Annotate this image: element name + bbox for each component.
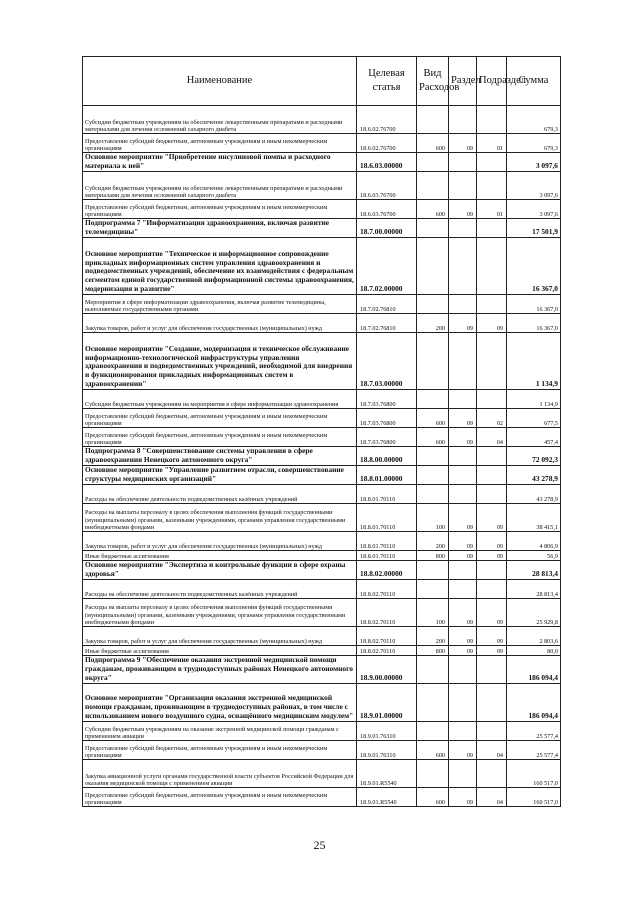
row-target-article: 18.6.02.76700 (357, 134, 417, 153)
row-sum: 43 278,9 (507, 466, 561, 485)
table-row (83, 219, 561, 238)
row-target-article: 18.7.00.00000 (357, 219, 417, 238)
table-row (83, 390, 561, 409)
row-sum: 28 813,4 (507, 580, 561, 599)
row-target-article: 18.6.03.76700 (357, 172, 417, 200)
row-expense-type (417, 760, 449, 788)
row-expense-type (417, 153, 449, 172)
row-section: 09 (449, 646, 477, 656)
header-row (83, 57, 561, 106)
row-subsection (477, 390, 507, 409)
row-subsection: 09 (477, 551, 507, 561)
row-name: Расходы на обеспечение деятельности подведомственных казённых учреждений (83, 485, 357, 504)
row-expense-type: 100 (417, 504, 449, 532)
row-target-article: 18.9.01.R5540 (357, 788, 417, 807)
table-row (83, 504, 561, 532)
row-section: 09 (449, 627, 477, 646)
row-expense-type (417, 219, 449, 238)
row-sum: 1 134,9 (507, 333, 561, 390)
row-name: Основное мероприятие "Управление развитием отрасли, совершенствование структуры медицинских организаций" (83, 466, 357, 485)
row-target-article: 18.8.01.70110 (357, 485, 417, 504)
header-sum: Сумма (507, 57, 561, 106)
row-expense-type (417, 466, 449, 485)
row-name: Основное мероприятие "Организация оказания экстренной медицинской помощи гражданам, проживающим в труднодоступных районах, в том числе с использованием нового воздушного судна, оснащённого медицинским модулем" (83, 684, 357, 722)
row-name: Предоставление субсидий бюджетным, автономным учреждениям и иным некоммерческим организациям (83, 741, 357, 760)
row-target-article: 18.9.01.R5540 (357, 760, 417, 788)
row-expense-type: 600 (417, 134, 449, 153)
row-section (449, 238, 477, 295)
table-row (83, 153, 561, 172)
row-target-article: 18.7.03.76800 (357, 409, 417, 428)
row-target-article: 18.7.03.00000 (357, 333, 417, 390)
row-sum: 160 517,0 (507, 788, 561, 807)
row-subsection (477, 172, 507, 200)
row-target-article: 18.8.01.70110 (357, 504, 417, 532)
row-sum: 28 813,4 (507, 561, 561, 580)
row-section (449, 722, 477, 741)
row-expense-type (417, 722, 449, 741)
row-subsection (477, 447, 507, 466)
table-row (83, 295, 561, 314)
row-name: Иные бюджетные ассигнования (83, 551, 357, 561)
table-row (83, 532, 561, 551)
row-name: Предоставление субсидий бюджетным, автономным учреждениям и иным некоммерческим организациям (83, 788, 357, 807)
row-target-article: 18.9.01.76310 (357, 722, 417, 741)
row-target-article: 18.7.03.76800 (357, 390, 417, 409)
row-subsection: 02 (477, 409, 507, 428)
row-subsection (477, 684, 507, 722)
row-section: 09 (449, 741, 477, 760)
table-row (83, 238, 561, 295)
row-subsection (477, 656, 507, 684)
row-target-article: 18.6.03.76700 (357, 200, 417, 219)
table-row (83, 333, 561, 390)
row-subsection (477, 295, 507, 314)
row-section: 09 (449, 134, 477, 153)
row-expense-type: 600 (417, 409, 449, 428)
table-row (83, 409, 561, 428)
row-section (449, 106, 477, 134)
row-target-article: 18.8.02.70110 (357, 627, 417, 646)
page-number: 25 (313, 838, 326, 852)
row-subsection (477, 485, 507, 504)
row-name: Подпрограмма 8 "Совершенствование системы управления в сфере здравоохранения Ненецкого автономного округа" (83, 447, 357, 466)
table-row (83, 485, 561, 504)
row-subsection (477, 580, 507, 599)
row-expense-type (417, 656, 449, 684)
row-target-article: 18.8.01.00000 (357, 466, 417, 485)
header-subsection: Подраздел (477, 57, 507, 106)
row-expense-type: 600 (417, 428, 449, 447)
row-sum: 3 097,6 (507, 153, 561, 172)
row-section: 09 (449, 504, 477, 532)
row-target-article: 18.9.01.00000 (357, 684, 417, 722)
table-row (83, 580, 561, 599)
row-subsection (477, 333, 507, 390)
row-name: Закупка товаров, работ и услуг для обеспечения государственных (муниципальных) нужд (83, 314, 357, 333)
row-expense-type: 100 (417, 599, 449, 627)
row-expense-type (417, 333, 449, 390)
row-section (449, 172, 477, 200)
row-subsection: 01 (477, 134, 507, 153)
row-expense-type (417, 172, 449, 200)
table-row (83, 466, 561, 485)
row-subsection: 01 (477, 200, 507, 219)
row-section: 09 (449, 551, 477, 561)
row-subsection (477, 219, 507, 238)
row-sum: 56,9 (507, 551, 561, 561)
row-subsection (477, 238, 507, 295)
row-sum: 17 501,9 (507, 219, 561, 238)
row-expense-type: 800 (417, 551, 449, 561)
row-expense-type (417, 561, 449, 580)
row-subsection: 09 (477, 646, 507, 656)
row-expense-type (417, 390, 449, 409)
row-name: Субсидии бюджетным учреждениям на мероприятия в сфере информатизации здравоохранения (83, 390, 357, 409)
row-name: Закупка авиационной услуги органами государственной власти субъектов Российской Федерации для оказания медицинской помощи с применением авиации (83, 760, 357, 788)
table-row (83, 134, 561, 153)
table-row (83, 646, 561, 656)
row-section (449, 656, 477, 684)
row-expense-type: 200 (417, 314, 449, 333)
row-subsection: 09 (477, 627, 507, 646)
row-name: Основное мероприятие "Создание, модернизация и техническое обслуживание информационно-технологической инфраструктуры управления здравоохранения и подведомственных учреждений, необходимой для внедрения и функционирования прикладных информационных систем в здравоохранении" (83, 333, 357, 390)
row-name: Подпрограмма 9 "Обеспечение оказания экстренной медицинской помощи гражданам, проживающим в труднодоступных районах Ненецкого автономного округа" (83, 656, 357, 684)
row-expense-type (417, 238, 449, 295)
table-row (83, 172, 561, 200)
row-subsection: 09 (477, 532, 507, 551)
row-subsection: 04 (477, 741, 507, 760)
header-section: Раздел (449, 57, 477, 106)
row-sum: 3 097,6 (507, 200, 561, 219)
table-row (83, 627, 561, 646)
row-section (449, 390, 477, 409)
row-section: 09 (449, 200, 477, 219)
row-sum: 4 806,9 (507, 532, 561, 551)
row-sum: 677,5 (507, 409, 561, 428)
row-name: Закупка товаров, работ и услуг для обеспечения государственных (муниципальных) нужд (83, 627, 357, 646)
row-expense-type: 600 (417, 741, 449, 760)
row-name: Иные бюджетные ассигнования (83, 646, 357, 656)
row-target-article: 18.8.01.70110 (357, 551, 417, 561)
row-name: Расходы на выплаты персоналу в целях обеспечения выполнения функций государственными (муниципальными) органами, казенными учреждениями, органами управления государственными внебюджетными фондами (83, 599, 357, 627)
row-subsection (477, 760, 507, 788)
row-expense-type (417, 447, 449, 466)
row-expense-type (417, 684, 449, 722)
row-target-article: 18.8.02.70110 (357, 599, 417, 627)
table-row (83, 599, 561, 627)
row-sum: 25 577,4 (507, 741, 561, 760)
row-name: Закупка товаров, работ и услуг для обеспечения государственных (муниципальных) нужд (83, 532, 357, 551)
row-target-article: 18.7.02.00000 (357, 238, 417, 295)
table-row (83, 561, 561, 580)
row-section (449, 760, 477, 788)
row-section: 09 (449, 788, 477, 807)
row-expense-type: 200 (417, 532, 449, 551)
row-sum: 38 415,1 (507, 504, 561, 532)
row-name: Субсидии бюджетным учреждениям на оказание экстренной медицинской помощи гражданам с применением авиации (83, 722, 357, 741)
row-subsection: 09 (477, 504, 507, 532)
row-sum: 25 929,8 (507, 599, 561, 627)
row-subsection (477, 106, 507, 134)
row-section: 09 (449, 428, 477, 447)
table-row (83, 760, 561, 788)
row-target-article: 18.9.00.00000 (357, 656, 417, 684)
row-expense-type: 800 (417, 646, 449, 656)
row-sum: 43 278,9 (507, 485, 561, 504)
table-row (83, 314, 561, 333)
row-sum: 16 367,0 (507, 314, 561, 333)
row-sum: 186 094,4 (507, 656, 561, 684)
row-subsection (477, 722, 507, 741)
row-expense-type: 600 (417, 200, 449, 219)
row-section (449, 295, 477, 314)
row-section (449, 580, 477, 599)
row-sum: 457,4 (507, 428, 561, 447)
row-name: Подпрограмма 7 "Информатизация здравоохранения, включая развитие телемедицины" (83, 219, 357, 238)
row-subsection (477, 466, 507, 485)
budget-table (82, 56, 561, 807)
table-row (83, 741, 561, 760)
row-sum: 2 803,6 (507, 627, 561, 646)
row-target-article: 18.8.02.70110 (357, 580, 417, 599)
row-sum: 3 097,6 (507, 172, 561, 200)
row-sum: 186 094,4 (507, 684, 561, 722)
row-name: Расходы на выплаты персоналу в целях обеспечения выполнения функций государственными (муниципальными) органами, казенными учреждениями, органами управления государственными внебюджетными фондами (83, 504, 357, 532)
row-section (449, 153, 477, 172)
row-target-article: 18.8.02.70110 (357, 646, 417, 656)
row-target-article: 18.6.03.00000 (357, 153, 417, 172)
row-expense-type: 200 (417, 627, 449, 646)
row-section: 09 (449, 599, 477, 627)
row-sum: 80,0 (507, 646, 561, 656)
row-target-article: 18.6.02.76700 (357, 106, 417, 134)
row-sum: 679,3 (507, 134, 561, 153)
row-name: Субсидии бюджетным учреждениям на обеспечение лекарственными препаратами и расходными материалами для лечения осложнений сахарного диабета (83, 172, 357, 200)
row-target-article: 18.9.01.76310 (357, 741, 417, 760)
row-section (449, 219, 477, 238)
row-target-article: 18.7.03.76800 (357, 428, 417, 447)
table-row (83, 656, 561, 684)
header-expense-type: Вид Расходов (417, 57, 449, 106)
row-sum: 25 577,4 (507, 722, 561, 741)
row-sum: 16 367,0 (507, 238, 561, 295)
row-name: Основное мероприятие "Техническое и информационное сопровождение прикладных информационных систем управления здравоохранения и подведомственных учреждений, обеспечение их взаимодействия с федеральным сегментом единой государственной информационной системы здравоохранения, модернизация и развитие" (83, 238, 357, 295)
row-expense-type (417, 295, 449, 314)
row-section (449, 447, 477, 466)
row-section (449, 684, 477, 722)
row-name: Основное мероприятие "Приобретение инсулиновой помпы и расходного материала к ней" (83, 153, 357, 172)
row-expense-type (417, 580, 449, 599)
header-target-article: Целевая статья (357, 57, 417, 106)
table-body (83, 106, 561, 807)
row-target-article: 18.7.02.76810 (357, 314, 417, 333)
row-target-article: 18.8.02.00000 (357, 561, 417, 580)
table-row (83, 788, 561, 807)
table-row (83, 200, 561, 219)
row-subsection: 04 (477, 788, 507, 807)
row-sum: 16 367,0 (507, 295, 561, 314)
row-name: Предоставление субсидий бюджетным, автономным учреждениям и иным некоммерческим организациям (83, 134, 357, 153)
row-expense-type (417, 485, 449, 504)
row-section: 09 (449, 409, 477, 428)
table-row (83, 447, 561, 466)
row-section (449, 485, 477, 504)
row-target-article: 18.7.02.76810 (357, 295, 417, 314)
table-row (83, 551, 561, 561)
row-subsection (477, 561, 507, 580)
row-expense-type (417, 106, 449, 134)
header-name: Наименование (83, 57, 357, 106)
row-name: Мероприятия в сфере информатизации здравоохранения, включая развитие телемедицины, выполняемые государственными органами (83, 295, 357, 314)
row-sum: 1 134,9 (507, 390, 561, 409)
row-section (449, 333, 477, 390)
row-section: 09 (449, 532, 477, 551)
row-subsection (477, 153, 507, 172)
row-expense-type: 600 (417, 788, 449, 807)
row-name: Предоставление субсидий бюджетным, автономным учреждениям и иным некоммерческим организациям (83, 409, 357, 428)
row-section (449, 561, 477, 580)
row-name: Предоставление субсидий бюджетным, автономным учреждениям и иным некоммерческим организациям (83, 200, 357, 219)
row-name: Основное мероприятие "Экспертиза и контрольные функции в сфере охраны здоровья" (83, 561, 357, 580)
row-subsection: 04 (477, 428, 507, 447)
row-section (449, 466, 477, 485)
row-name: Предоставление субсидий бюджетным, автономным учреждениям и иным некоммерческим организациям (83, 428, 357, 447)
row-target-article: 18.8.00.00000 (357, 447, 417, 466)
row-name: Субсидии бюджетным учреждениям на обеспечение лекарственными препаратами и расходными материалами для лечения осложнений сахарного диабета (83, 106, 357, 134)
table-row (83, 106, 561, 134)
row-sum: 679,3 (507, 106, 561, 134)
row-name: Расходы на обеспечение деятельности подведомственных казённых учреждений (83, 580, 357, 599)
row-section: 09 (449, 314, 477, 333)
row-sum: 160 517,0 (507, 760, 561, 788)
table-row (83, 428, 561, 447)
row-target-article: 18.8.01.70110 (357, 532, 417, 551)
table-row (83, 722, 561, 741)
row-subsection: 09 (477, 314, 507, 333)
row-sum: 72 092,3 (507, 447, 561, 466)
table-row (83, 684, 561, 722)
row-subsection: 09 (477, 599, 507, 627)
